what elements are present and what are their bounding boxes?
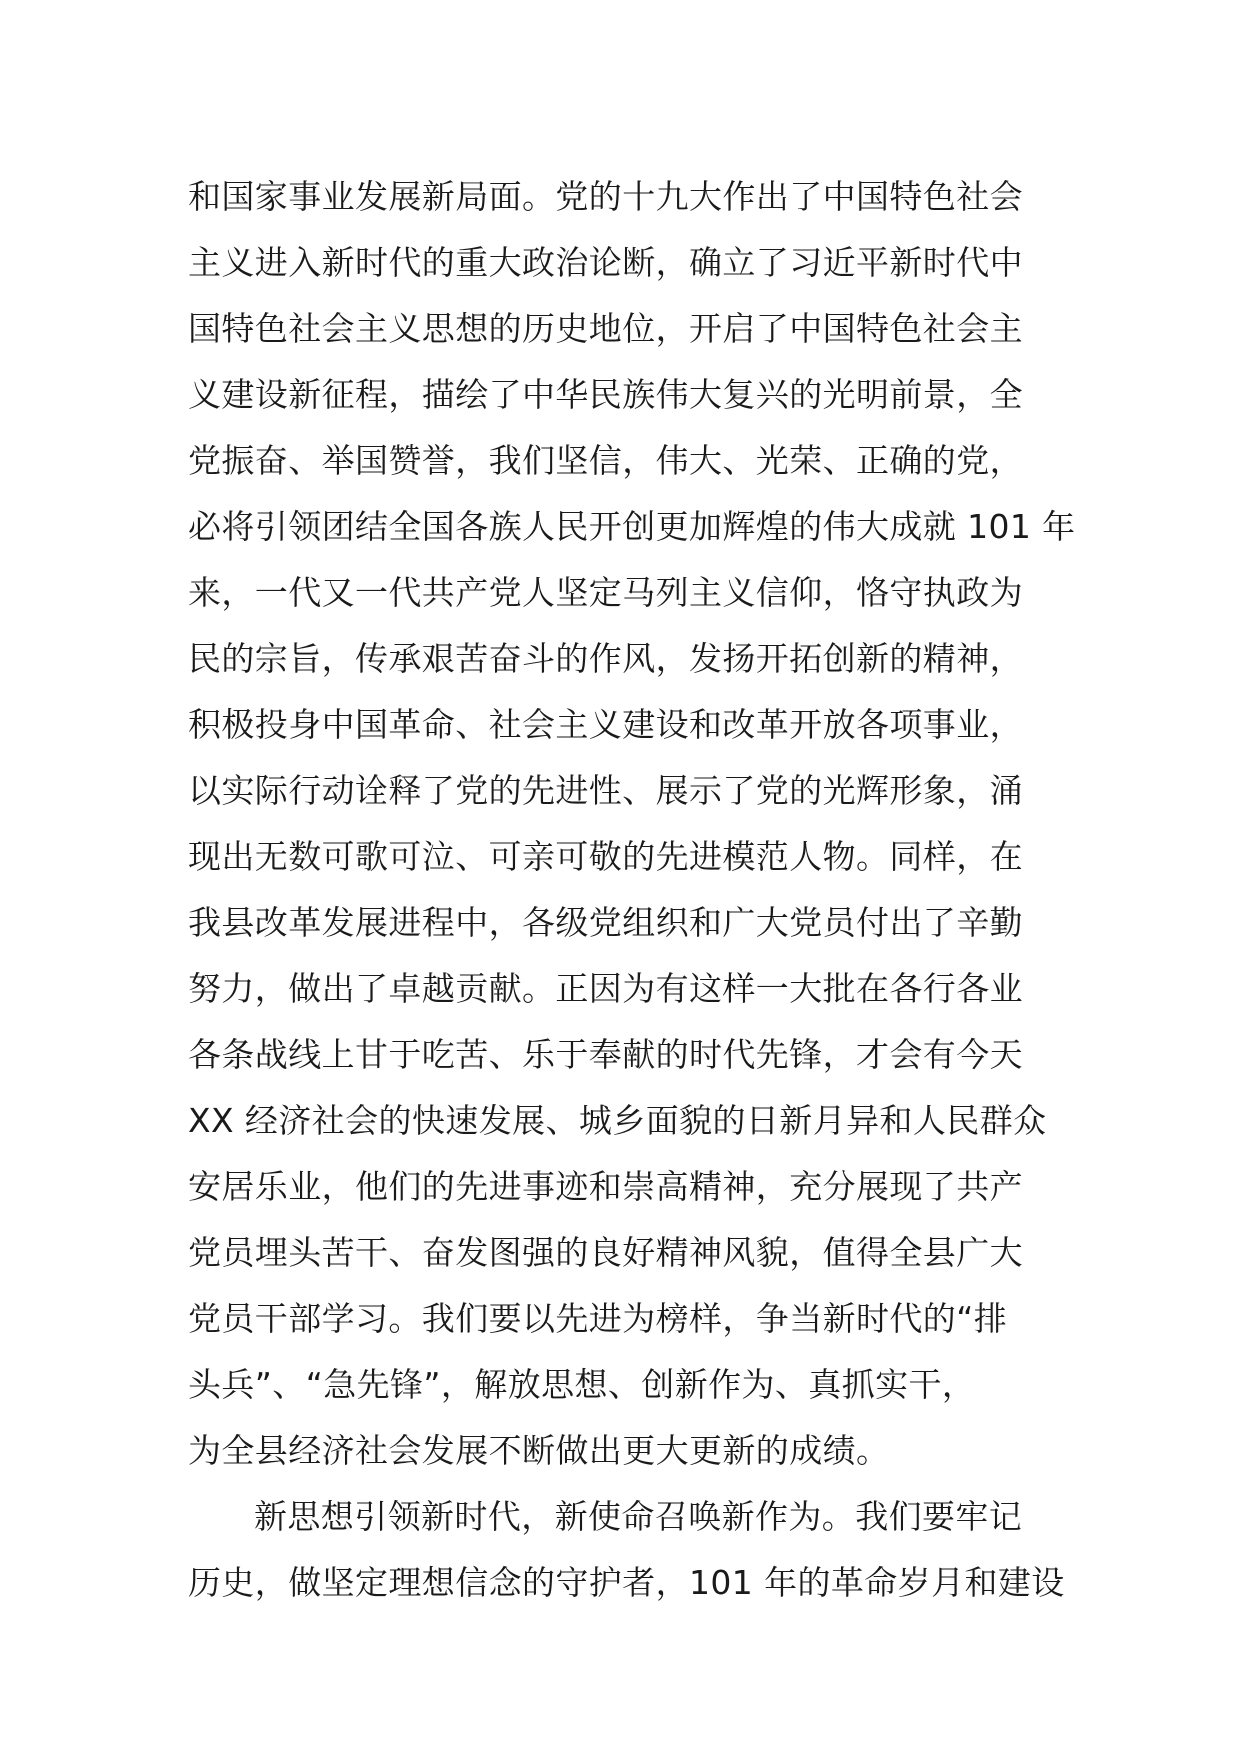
- paragraph-2: [188, 1484, 1068, 1616]
- text-line: 民的宗旨，传承艰苦奋斗的作风，发扬开拓创新的精神，: [188, 639, 1023, 678]
- text-line: XX 经济社会的快速发展、城乡面貌的日新月异和人民群众: [188, 1101, 1047, 1140]
- text-line: 党员干部学习。我们要以先进为榜样，争当新时代的“排: [188, 1299, 1008, 1338]
- paragraph-1: [188, 164, 1076, 1484]
- text-line: 各条战线上甘于吃苦、乐于奉献的时代先锋，才会有今天: [188, 1035, 1023, 1074]
- text-line: 安居乐业，他们的先进事迹和崇高精神，充分展现了共产: [188, 1167, 1023, 1206]
- text-line: 党员埋头苦干、奋发图强的良好精神风貌，值得全县广大: [188, 1233, 1023, 1272]
- text-line: 党振奋、举国赞誉，我们坚信，伟大、光荣、正确的党，: [188, 441, 1023, 480]
- text-line: 努力，做出了卓越贡献。正因为有这样一大批在各行各业: [188, 969, 1023, 1008]
- text-line: 为全县经济社会发展不断做出更大更新的成绩。: [188, 1431, 890, 1470]
- text-line: 历史，做坚定理想信念的守护者，101 年的革命岁月和建设: [188, 1563, 1065, 1602]
- text-line: 国特色社会主义思想的历史地位，开启了中国特色社会主: [188, 309, 1023, 348]
- text-line: 头兵”、“急先锋”，解放思想、创新作为、真抓实干，: [188, 1365, 976, 1404]
- text-line: 来，一代又一代共产党人坚定马列主义信仰，恪守执政为: [188, 573, 1023, 612]
- text-line: 必将引领团结全国各族人民开创更加辉煌的伟大成就 101 年: [188, 507, 1076, 546]
- text-line: 我县改革发展进程中，各级党组织和广大党员付出了辛勤: [188, 903, 1023, 942]
- text-line: 积极投身中国革命、社会主义建设和改革开放各项事业，: [188, 705, 1023, 744]
- text-line: 以实际行动诠释了党的先进性、展示了党的光辉形象，涌: [188, 771, 1023, 810]
- text-line: 主义进入新时代的重大政治论断，确立了习近平新时代中: [188, 243, 1023, 282]
- text-line: 新思想引领新时代，新使命召唤新作为。我们要牢记: [254, 1497, 1023, 1536]
- text-line: 义建设新征程，描绘了中华民族伟大复兴的光明前景，全: [188, 375, 1023, 414]
- text-line: 和国家事业发展新局面。党的十九大作出了中国特色社会: [188, 177, 1023, 216]
- document-body: [188, 164, 1076, 1616]
- text-line: 现出无数可歌可泣、可亲可敬的先进模范人物。同样，在: [188, 837, 1023, 876]
